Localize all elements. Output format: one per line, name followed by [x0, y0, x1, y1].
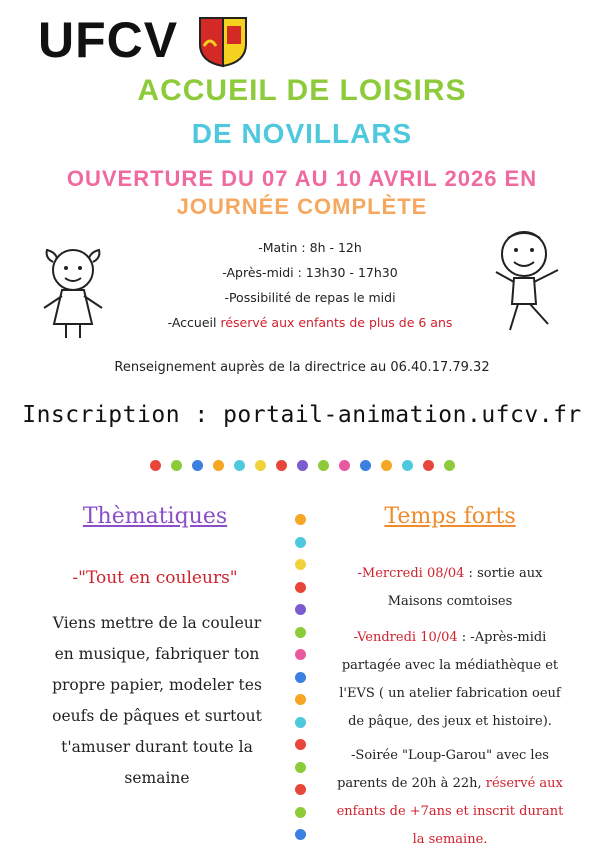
decorative-dot [150, 460, 161, 471]
coat-of-arms-icon [198, 16, 248, 68]
contact-info: Renseignement auprès de la directrice au 06.40.17.79.32 [114, 360, 490, 375]
heading-thematiques: Thèmatiques [82, 504, 228, 529]
theme-line: oeufs de pâques et surtout [52, 707, 262, 725]
decorative-dot [295, 627, 306, 638]
event-restriction: enfants de +7ans et inscrit durant [336, 804, 564, 819]
boy-drawing-icon [486, 222, 566, 342]
decorative-dot [295, 649, 306, 660]
decorative-dot [171, 460, 182, 471]
decorative-dot [295, 582, 306, 593]
decorative-dots-row [150, 460, 460, 474]
event-friday [315, 624, 585, 736]
decorative-dot [295, 694, 306, 705]
schedule-afternoon: -Après-midi : 13h30 - 17h30 [222, 265, 398, 280]
welcome-highlight: réservé aux enfants de plus de 6 ans [220, 315, 453, 330]
event-restriction: la semaine. [412, 832, 488, 847]
decorative-dot [295, 537, 306, 548]
decorative-dots-column [295, 514, 307, 844]
event-text: l'EVS ( un atelier fabrication oeuf [339, 686, 561, 701]
inscription-link[interactable]: Inscription : portail-animation.ufcv.fr [22, 402, 582, 428]
event-loup-garou [315, 742, 585, 854]
decorative-dot [192, 460, 203, 471]
welcome-prefix: -Accueil [167, 315, 221, 330]
theme-line: Viens mettre de la couleur [52, 614, 262, 632]
opening-line-1: OUVERTURE DU 07 AU 10 AVRIL 2026 EN [66, 166, 538, 191]
theme-title: -"Tout en couleurs" [72, 568, 238, 588]
title-location: DE NOVILLARS [191, 118, 413, 149]
decorative-dot [276, 460, 287, 471]
event-restriction: réservé aux [485, 776, 563, 791]
event-text: de pâque, des jeux et histoire). [348, 714, 552, 729]
decorative-dot [295, 514, 306, 525]
decorative-dot [234, 460, 245, 471]
decorative-dot [295, 604, 306, 615]
decorative-dot [423, 460, 434, 471]
decorative-dot [444, 460, 455, 471]
schedule-meal: -Possibilité de repas le midi [224, 290, 396, 305]
event-text: parents de 20h à 22h, [337, 776, 486, 791]
decorative-dot [295, 559, 306, 570]
title-accueil: ACCUEIL DE LOISIRS [137, 74, 467, 107]
event-text: -Soirée "Loup-Garou" avec les [351, 748, 549, 763]
ufcv-logo: UFCV [38, 12, 179, 68]
theme-line: en musique, fabriquer ton [54, 645, 260, 663]
decorative-dot [297, 460, 308, 471]
opening-line-2: JOURNÉE COMPLÈTE [176, 194, 428, 219]
girl-drawing-icon [38, 232, 108, 342]
decorative-dot [295, 784, 306, 795]
event-text: : sortie aux [464, 566, 543, 581]
decorative-dot [213, 460, 224, 471]
decorative-dot [255, 460, 266, 471]
decorative-dot [318, 460, 329, 471]
theme-line: propre papier, modeler tes [52, 676, 262, 694]
decorative-dot [295, 829, 306, 840]
event-text: partagée avec la médiathèque et [341, 658, 559, 673]
event-text: Maisons comtoises [387, 594, 513, 609]
event-date: -Mercredi 08/04 [357, 566, 465, 581]
theme-line: semaine [124, 769, 190, 787]
decorative-dot [295, 672, 306, 683]
theme-line: t'amuser durant toute la [61, 738, 253, 756]
decorative-dot [360, 460, 371, 471]
event-date: -Vendredi 10/04 [353, 630, 458, 645]
event-text: : -Après-midi [457, 630, 547, 645]
decorative-dot [295, 739, 306, 750]
decorative-dot [295, 717, 306, 728]
decorative-dot [402, 460, 413, 471]
heading-temps-forts: Temps forts [384, 504, 516, 529]
decorative-dot [381, 460, 392, 471]
decorative-dot [339, 460, 350, 471]
schedule-morning: -Matin : 8h - 12h [258, 240, 362, 255]
schedule-welcome [130, 315, 490, 330]
decorative-dot [295, 762, 306, 773]
event-wednesday [315, 560, 585, 616]
decorative-dot [295, 807, 306, 818]
theme-description [32, 608, 282, 794]
